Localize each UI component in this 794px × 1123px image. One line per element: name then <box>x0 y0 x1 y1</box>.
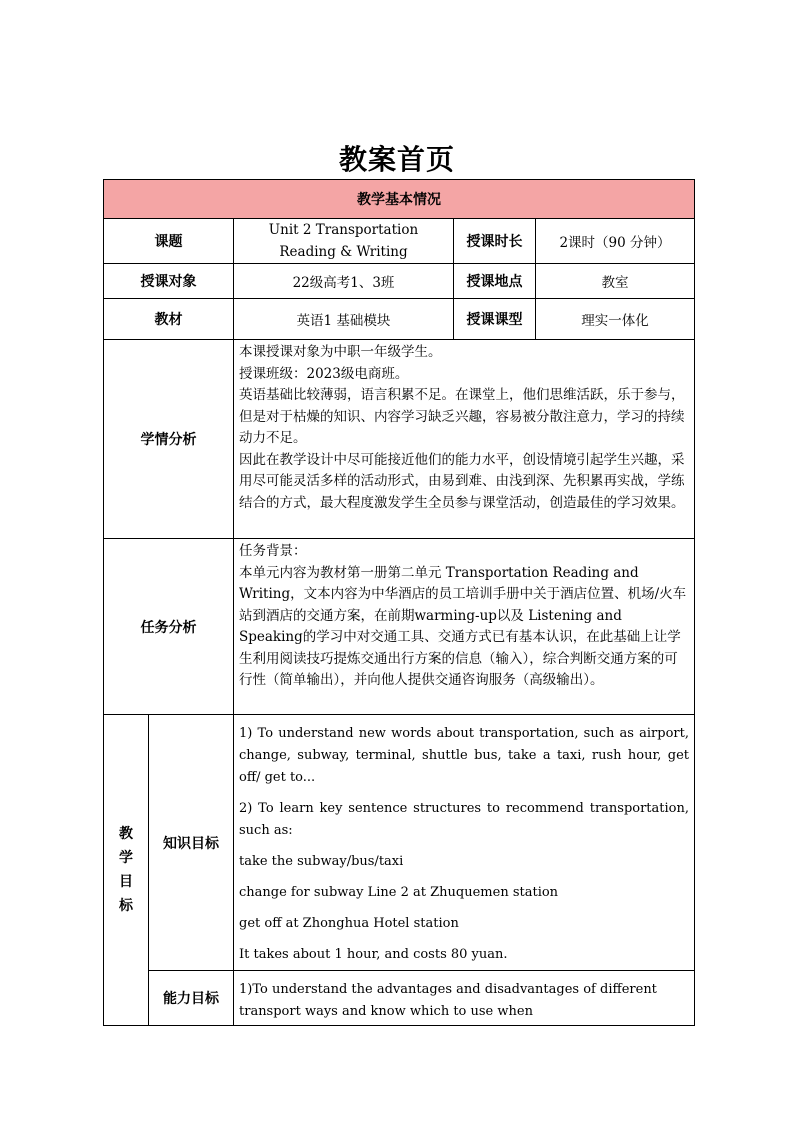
teaching-goals-label <box>104 715 149 1026</box>
duration-value: 2课时（90 分钟） <box>536 219 695 264</box>
ability-goals-content <box>234 971 695 1026</box>
learner-analysis-paragraph: 因此在教学设计中尽可能接近他们的能力水平，创设情境引起学生兴趣，采用尽可能灵活多样的活动形式，由易到难、由浅到深、先积累再实战，学练结合的方式，最大程度激发学生全员参与课堂活动，创造最佳的学习效果。 <box>239 451 685 511</box>
knowledge-goal-item: get off at Zhonghua Hotel station <box>239 916 459 931</box>
table-header: 教学基本情况 <box>104 180 695 219</box>
topic-value <box>234 219 454 264</box>
lesson-type-value: 理实一体化 <box>536 299 695 340</box>
task-analysis-label: 任务分析 <box>104 539 234 715</box>
knowledge-goal-item: change for subway Line 2 at Zhuquemen station <box>239 885 559 900</box>
knowledge-goal-item: 1) To understand new words about transportation, such as airport, change, subway, terminal, shuttle bus, take a taxi, rush hour, get off/ get to... <box>239 726 689 785</box>
page-title: 教案首页 <box>338 143 455 176</box>
knowledge-goal-item: take the subway/bus/taxi <box>239 854 404 869</box>
knowledge-goal-item: 2) To learn key sentence structures to recommend transportation, such as: <box>239 801 689 838</box>
topic-label: 课题 <box>104 219 234 264</box>
ability-goals-label: 能力目标 <box>149 971 234 1026</box>
location-value: 教室 <box>536 264 695 299</box>
target-value: 22级高考1、3班 <box>234 264 454 299</box>
location-label: 授课地点 <box>454 264 536 299</box>
lesson-plan-table <box>103 179 695 1026</box>
learner-analysis-label: 学情分析 <box>104 340 234 539</box>
topic-line-1: Unit 2 Transportation <box>268 222 419 238</box>
teaching-goals-char: 目 <box>119 874 133 890</box>
lesson-type-label: 授课课型 <box>454 299 536 340</box>
learner-analysis-content <box>234 340 695 539</box>
ability-goal-item: 1)To understand the advantages and disadvantages of different transport ways and know which to use when <box>239 982 657 1019</box>
textbook-value: 英语1 基础模块 <box>234 299 454 340</box>
teaching-goals-char: 标 <box>119 898 133 914</box>
learner-analysis-paragraph: 授课班级：2023级电商班。 <box>239 365 409 382</box>
knowledge-goal-item: It takes about 1 hour, and costs 80 yuan. <box>239 947 508 962</box>
knowledge-goals-label: 知识目标 <box>149 715 234 971</box>
task-analysis-paragraph: 任务背景： <box>239 543 307 559</box>
task-analysis-paragraph: 本单元内容为教材第一册第二单元 Transportation Reading and Writing，文本内容为中华酒店的员工培训手册中关于酒店位置、机场/火车站到酒店的交通方案，在前期warming-up以及 Listening and Speaking的学习中对交通工具、交通方式已有基本认识，在此基础上让学生利用阅读技巧提炼交通出行方案的信息（输入），综合判断交通方案的可行性（简单输出），并向他人提供交通咨询服务（高级输出）。 <box>239 564 687 688</box>
learner-analysis-paragraph: 本课授课对象为中职一年级学生。 <box>239 344 442 360</box>
teaching-goals-char: 教 <box>119 826 133 842</box>
topic-line-2: Reading & Writing <box>279 244 408 260</box>
task-analysis-content <box>234 539 695 715</box>
knowledge-goals-content <box>234 715 695 971</box>
target-label: 授课对象 <box>104 264 234 299</box>
learner-analysis-paragraph: 英语基础比较薄弱，语言积累不足。在课堂上，他们思维活跃，乐于参与，但是对于枯燥的知识、内容学习缺乏兴趣，容易被分散注意力，学习的持续动力不足。 <box>239 387 685 446</box>
teaching-goals-char: 学 <box>119 850 133 866</box>
duration-label: 授课时长 <box>454 219 536 264</box>
textbook-label: 教材 <box>104 299 234 340</box>
